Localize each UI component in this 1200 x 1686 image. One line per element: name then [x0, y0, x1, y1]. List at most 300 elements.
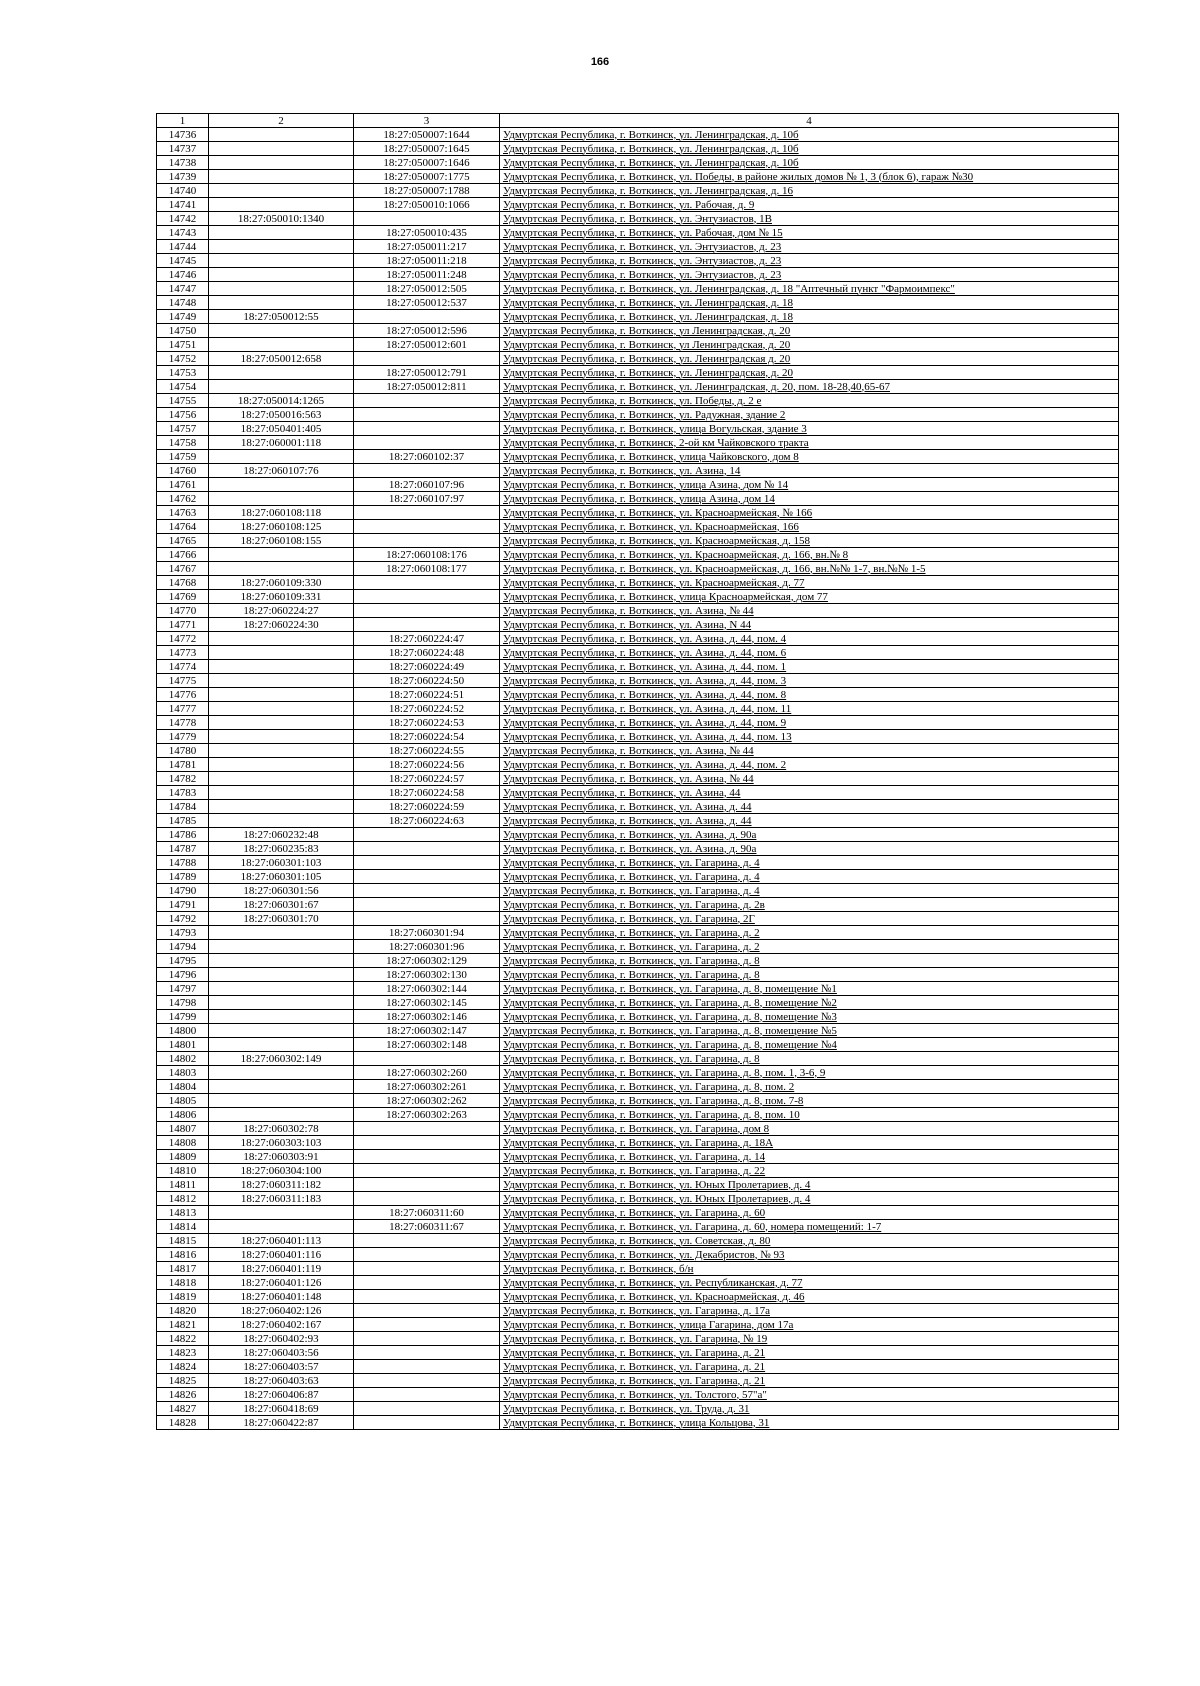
cadastral-number-col3: 18:27:060224:55	[354, 744, 500, 758]
row-number: 14779	[157, 730, 209, 744]
cadastral-number-col2	[209, 128, 354, 142]
address: Удмуртская Республика, г. Воткинск, ул. Ленинградская, д. 18	[500, 310, 1119, 324]
address: Удмуртская Республика, г. Воткинск, ул. Ленинградская, д. 18 "Аптечный пункт "Фармоимпекс"	[500, 282, 1119, 296]
row-number: 14825	[157, 1374, 209, 1388]
cadastral-number-col2	[209, 1080, 354, 1094]
row-number: 14784	[157, 800, 209, 814]
cadastral-number-col2	[209, 282, 354, 296]
cadastral-number-col3: 18:27:060302:146	[354, 1010, 500, 1024]
table-row	[157, 422, 1119, 436]
cadastral-number-col3	[354, 1136, 500, 1150]
cadastral-number-col3	[354, 1276, 500, 1290]
column-header-4: 4	[500, 114, 1119, 128]
cadastral-number-col3: 18:27:060311:60	[354, 1206, 500, 1220]
row-number: 14785	[157, 814, 209, 828]
table-row	[157, 1066, 1119, 1080]
row-number: 14824	[157, 1360, 209, 1374]
table-row	[157, 198, 1119, 212]
cadastral-number-col3	[354, 394, 500, 408]
cadastral-number-col3: 18:27:050007:1788	[354, 184, 500, 198]
cadastral-number-col3	[354, 436, 500, 450]
table-row	[157, 1108, 1119, 1122]
table-row	[157, 1402, 1119, 1416]
row-number: 14737	[157, 142, 209, 156]
table-row	[157, 492, 1119, 506]
address: Удмуртская Республика, г. Воткинск, ул. Гагарина, д. 21	[500, 1346, 1119, 1360]
address: Удмуртская Республика, г. Воткинск, ул. Азина, д. 44, пом. 2	[500, 758, 1119, 772]
row-number: 14811	[157, 1178, 209, 1192]
address: Удмуртская Республика, г. Воткинск, ул. Гагарина, д. 8, пом. 2	[500, 1080, 1119, 1094]
table-row	[157, 744, 1119, 758]
row-number: 14752	[157, 352, 209, 366]
row-number: 14789	[157, 870, 209, 884]
cadastral-number-col2	[209, 324, 354, 338]
address: Удмуртская Республика, г. Воткинск, ул. Гагарина, д. 60	[500, 1206, 1119, 1220]
table-row	[157, 940, 1119, 954]
row-number: 14775	[157, 674, 209, 688]
cadastral-number-col2	[209, 156, 354, 170]
cadastral-number-col2	[209, 926, 354, 940]
cadastral-number-col2: 18:27:060303:103	[209, 1136, 354, 1150]
table-row	[157, 506, 1119, 520]
row-number: 14769	[157, 590, 209, 604]
address: Удмуртская Республика, г. Воткинск, ул. Толстого, 57"а"	[500, 1388, 1119, 1402]
address: Удмуртская Республика, г. Воткинск, улица Красноармейская, дом 77	[500, 590, 1119, 604]
table-row	[157, 1164, 1119, 1178]
cadastral-number-col2	[209, 240, 354, 254]
cadastral-number-col3	[354, 1346, 500, 1360]
address: Удмуртская Республика, г. Воткинск, ул. Гагарина, д. 21	[500, 1360, 1119, 1374]
cadastral-number-col3	[354, 464, 500, 478]
address: Удмуртская Республика, г. Воткинск, ул. Декабристов, № 93	[500, 1248, 1119, 1262]
row-number: 14812	[157, 1192, 209, 1206]
row-number: 14768	[157, 576, 209, 590]
cadastral-number-col3	[354, 1360, 500, 1374]
cadastral-number-col3: 18:27:060224:51	[354, 688, 500, 702]
cadastral-number-col2	[209, 688, 354, 702]
table-row	[157, 576, 1119, 590]
table-row	[157, 268, 1119, 282]
address: Удмуртская Республика, г. Воткинск, ул. Энтузиастов, 1В	[500, 212, 1119, 226]
cadastral-number-col3: 18:27:060224:54	[354, 730, 500, 744]
cadastral-number-col3: 18:27:060302:262	[354, 1094, 500, 1108]
cadastral-number-col2	[209, 1094, 354, 1108]
row-number: 14809	[157, 1150, 209, 1164]
row-number: 14766	[157, 548, 209, 562]
cadastral-number-col2	[209, 268, 354, 282]
cadastral-number-col3: 18:27:060224:49	[354, 660, 500, 674]
address: Удмуртская Республика, г. Воткинск, ул. Гагарина, д. 4	[500, 884, 1119, 898]
row-number: 14741	[157, 198, 209, 212]
address: Удмуртская Республика, г. Воткинск, ул. Гагарина, д. 8, помещение №2	[500, 996, 1119, 1010]
row-number: 14803	[157, 1066, 209, 1080]
cadastral-number-col2	[209, 786, 354, 800]
address: Удмуртская Республика, г. Воткинск, ул. Гагарина, дом 8	[500, 1122, 1119, 1136]
cadastral-number-col2	[209, 478, 354, 492]
table-row	[157, 366, 1119, 380]
table-row	[157, 436, 1119, 450]
cadastral-number-col2	[209, 674, 354, 688]
cadastral-number-col2	[209, 744, 354, 758]
row-number: 14771	[157, 618, 209, 632]
table-row	[157, 814, 1119, 828]
cadastral-number-col2	[209, 492, 354, 506]
cadastral-number-col3: 18:27:050007:1644	[354, 128, 500, 142]
column-header-1: 1	[157, 114, 209, 128]
address: Удмуртская Республика, г. Воткинск, ул. Красноармейская, д. 166, вн.№№ 1-7, вн.№№ 1-5	[500, 562, 1119, 576]
row-number: 14827	[157, 1402, 209, 1416]
row-number: 14814	[157, 1220, 209, 1234]
table-row	[157, 1178, 1119, 1192]
row-number: 14745	[157, 254, 209, 268]
registry-table	[156, 113, 1119, 1430]
cadastral-number-col2: 18:27:060303:91	[209, 1150, 354, 1164]
cadastral-number-col2: 18:27:060302:149	[209, 1052, 354, 1066]
cadastral-number-col3	[354, 1374, 500, 1388]
cadastral-number-col3	[354, 912, 500, 926]
cadastral-number-col3: 18:27:050012:811	[354, 380, 500, 394]
cadastral-number-col2	[209, 660, 354, 674]
cadastral-number-col2	[209, 940, 354, 954]
cadastral-number-col2: 18:27:060001:118	[209, 436, 354, 450]
cadastral-number-col3: 18:27:060224:52	[354, 702, 500, 716]
cadastral-number-col2: 18:27:060401:119	[209, 1262, 354, 1276]
table-row	[157, 240, 1119, 254]
cadastral-number-col3	[354, 1290, 500, 1304]
cadastral-number-col2: 18:27:050401:405	[209, 422, 354, 436]
table-header	[157, 114, 1119, 128]
table-row	[157, 128, 1119, 142]
address: Удмуртская Республика, г. Воткинск, ул. Ленинградская, д. 20, пом. 18-28,40,65-67	[500, 380, 1119, 394]
cadastral-number-col2: 18:27:060301:103	[209, 856, 354, 870]
cadastral-number-col2: 18:27:050016:563	[209, 408, 354, 422]
address: Удмуртская Республика, г. Воткинск, ул. Азина, д. 90а	[500, 842, 1119, 856]
row-number: 14744	[157, 240, 209, 254]
address: Удмуртская Республика, г. Воткинск, ул. Гагарина, д. 18А	[500, 1136, 1119, 1150]
row-number: 14806	[157, 1108, 209, 1122]
row-number: 14795	[157, 954, 209, 968]
address: Удмуртская Республика, г. Воткинск, ул. Азина, д. 44, пом. 3	[500, 674, 1119, 688]
row-number: 14790	[157, 884, 209, 898]
address: Удмуртская Республика, г. Воткинск, ул. Азина, № 44	[500, 744, 1119, 758]
address: Удмуртская Республика, г. Воткинск, ул. Азина, N 44	[500, 618, 1119, 632]
row-number: 14787	[157, 842, 209, 856]
cadastral-number-col2: 18:27:060406:87	[209, 1388, 354, 1402]
cadastral-number-col2	[209, 632, 354, 646]
row-number: 14763	[157, 506, 209, 520]
cadastral-number-col2	[209, 814, 354, 828]
address: Удмуртская Республика, г. Воткинск, ул. Гагарина, д. 8, помещение №3	[500, 1010, 1119, 1024]
row-number: 14773	[157, 646, 209, 660]
cadastral-number-col2: 18:27:060301:105	[209, 870, 354, 884]
address: Удмуртская Республика, г. Воткинск, ул. Рабочая, дом № 15	[500, 226, 1119, 240]
cadastral-number-col2: 18:27:060402:167	[209, 1318, 354, 1332]
cadastral-number-col2	[209, 758, 354, 772]
table-row	[157, 282, 1119, 296]
row-number: 14808	[157, 1136, 209, 1150]
address: Удмуртская Республика, г. Воткинск, улица Кольцова, 31	[500, 1416, 1119, 1430]
cadastral-number-col2	[209, 1206, 354, 1220]
cadastral-number-col2	[209, 730, 354, 744]
table-row	[157, 1038, 1119, 1052]
cadastral-number-col2: 18:27:060401:113	[209, 1234, 354, 1248]
address: Удмуртская Республика, г. Воткинск, улица Азина, дом 14	[500, 492, 1119, 506]
cadastral-number-col2: 18:27:060232:48	[209, 828, 354, 842]
address: Удмуртская Республика, г. Воткинск, ул. Красноармейская, д. 77	[500, 576, 1119, 590]
address: Удмуртская Республика, г. Воткинск, ул. Гагарина, д. 8, пом. 7-8	[500, 1094, 1119, 1108]
cadastral-number-col3: 18:27:050012:596	[354, 324, 500, 338]
table-row	[157, 856, 1119, 870]
address: Удмуртская Республика, г. Воткинск, ул. Азина, д. 44, пом. 8	[500, 688, 1119, 702]
table-row	[157, 1416, 1119, 1430]
table-row	[157, 996, 1119, 1010]
cadastral-number-col3: 18:27:060301:96	[354, 940, 500, 954]
cadastral-number-col2: 18:27:060108:118	[209, 506, 354, 520]
cadastral-number-col3: 18:27:060224:56	[354, 758, 500, 772]
table-row	[157, 1234, 1119, 1248]
row-number: 14818	[157, 1276, 209, 1290]
table-row	[157, 912, 1119, 926]
cadastral-number-col3	[354, 1262, 500, 1276]
cadastral-number-col2: 18:27:060301:56	[209, 884, 354, 898]
cadastral-number-col2: 18:27:060108:125	[209, 520, 354, 534]
table-row	[157, 1388, 1119, 1402]
cadastral-number-col3	[354, 506, 500, 520]
table-row	[157, 254, 1119, 268]
address: Удмуртская Республика, г. Воткинск, ул. Рабочая, д. 9	[500, 198, 1119, 212]
cadastral-number-col3	[354, 1304, 500, 1318]
row-number: 14758	[157, 436, 209, 450]
table-row	[157, 1220, 1119, 1234]
row-number: 14757	[157, 422, 209, 436]
cadastral-number-col3: 18:27:050010:435	[354, 226, 500, 240]
cadastral-number-col2: 18:27:060401:126	[209, 1276, 354, 1290]
address: Удмуртская Республика, г. Воткинск, ул. Гагарина, д. 8, пом. 1, 3-6, 9	[500, 1066, 1119, 1080]
table-row	[157, 758, 1119, 772]
address: Удмуртская Республика, г. Воткинск, ул. Гагарина, д. 8	[500, 968, 1119, 982]
address: Удмуртская Республика, г. Воткинск, ул. Ленинградская, д. 10б	[500, 142, 1119, 156]
row-number: 14770	[157, 604, 209, 618]
cadastral-number-col2: 18:27:060109:330	[209, 576, 354, 590]
row-number: 14788	[157, 856, 209, 870]
cadastral-number-col3: 18:27:060107:96	[354, 478, 500, 492]
cadastral-number-col3: 18:27:060224:57	[354, 772, 500, 786]
cadastral-number-col2	[209, 170, 354, 184]
cadastral-number-col3	[354, 1192, 500, 1206]
table-row	[157, 786, 1119, 800]
cadastral-number-col3	[354, 1318, 500, 1332]
table-row	[157, 352, 1119, 366]
address: Удмуртская Республика, г. Воткинск, ул. Азина, д. 44, пом. 6	[500, 646, 1119, 660]
cadastral-number-col2	[209, 716, 354, 730]
row-number: 14822	[157, 1332, 209, 1346]
address: Удмуртская Республика, г. Воткинск, ул. Азина, д. 90а	[500, 828, 1119, 842]
row-number: 14813	[157, 1206, 209, 1220]
table-row	[157, 534, 1119, 548]
row-number: 14820	[157, 1304, 209, 1318]
cadastral-number-col3	[354, 422, 500, 436]
cadastral-number-col2	[209, 1010, 354, 1024]
row-number: 14797	[157, 982, 209, 996]
address: Удмуртская Республика, г. Воткинск, б/н	[500, 1262, 1119, 1276]
row-number: 14819	[157, 1290, 209, 1304]
address: Удмуртская Республика, г. Воткинск, ул. Азина, д. 44, пом. 13	[500, 730, 1119, 744]
cadastral-number-col3	[354, 1150, 500, 1164]
cadastral-number-col3	[354, 1052, 500, 1066]
cadastral-number-col2	[209, 1066, 354, 1080]
cadastral-number-col2: 18:27:060403:56	[209, 1346, 354, 1360]
cadastral-number-col3: 18:27:060311:67	[354, 1220, 500, 1234]
table-row	[157, 520, 1119, 534]
row-number: 14807	[157, 1122, 209, 1136]
cadastral-number-col2: 18:27:060224:30	[209, 618, 354, 632]
address: Удмуртская Республика, г. Воткинск, ул. Юных Пролетариев, д. 4	[500, 1192, 1119, 1206]
row-number: 14793	[157, 926, 209, 940]
cadastral-number-col3	[354, 1178, 500, 1192]
address: Удмуртская Республика, г. Воткинск, ул. Гагарина, 2Г	[500, 912, 1119, 926]
cadastral-number-col3	[354, 1164, 500, 1178]
address: Удмуртская Республика, г. Воткинск, ул. Красноармейская, 166	[500, 520, 1119, 534]
cadastral-number-col3: 18:27:050012:601	[354, 338, 500, 352]
cadastral-number-col2	[209, 142, 354, 156]
row-number: 14826	[157, 1388, 209, 1402]
cadastral-number-col3: 18:27:060302:144	[354, 982, 500, 996]
row-number: 14742	[157, 212, 209, 226]
address: Удмуртская Республика, г. Воткинск, ул. Гагарина, д. 4	[500, 856, 1119, 870]
page-number: 166	[590, 56, 610, 68]
table-row	[157, 170, 1119, 184]
cadastral-number-col3: 18:27:060224:63	[354, 814, 500, 828]
cadastral-number-col2: 18:27:060402:93	[209, 1332, 354, 1346]
table-row	[157, 1360, 1119, 1374]
cadastral-number-col2	[209, 254, 354, 268]
cadastral-number-col3	[354, 310, 500, 324]
cadastral-number-col2	[209, 562, 354, 576]
cadastral-number-col3: 18:27:050011:218	[354, 254, 500, 268]
cadastral-number-col2	[209, 1038, 354, 1052]
cadastral-number-col2: 18:27:060418:69	[209, 1402, 354, 1416]
cadastral-number-col3: 18:27:060302:130	[354, 968, 500, 982]
row-number: 14743	[157, 226, 209, 240]
table-row	[157, 1290, 1119, 1304]
address: Удмуртская Республика, г. Воткинск, ул. Республиканская, д. 77	[500, 1276, 1119, 1290]
cadastral-number-col3	[354, 352, 500, 366]
address: Удмуртская Республика, г. Воткинск, ул. Азина, № 44	[500, 772, 1119, 786]
table-row	[157, 562, 1119, 576]
address: Удмуртская Республика, г. Воткинск, ул. Азина, д. 44	[500, 814, 1119, 828]
cadastral-number-col2	[209, 982, 354, 996]
address: Удмуртская Республика, г. Воткинск, ул. Ленинградская, д. 18	[500, 296, 1119, 310]
cadastral-number-col3: 18:27:060224:59	[354, 800, 500, 814]
row-number: 14821	[157, 1318, 209, 1332]
cadastral-number-col2: 18:27:060304:100	[209, 1164, 354, 1178]
cadastral-number-col3	[354, 576, 500, 590]
row-number: 14759	[157, 450, 209, 464]
address: Удмуртская Республика, г. Воткинск, ул. Ленинградская д. 20	[500, 352, 1119, 366]
address: Удмуртская Республика, г. Воткинск, улица Азина, дом № 14	[500, 478, 1119, 492]
cadastral-number-col3: 18:27:060302:129	[354, 954, 500, 968]
cadastral-number-col2	[209, 548, 354, 562]
row-number: 14760	[157, 464, 209, 478]
cadastral-number-col3	[354, 604, 500, 618]
row-number: 14815	[157, 1234, 209, 1248]
cadastral-number-col2	[209, 226, 354, 240]
address: Удмуртская Республика, г. Воткинск, ул. Азина, 14	[500, 464, 1119, 478]
column-header-2: 2	[209, 114, 354, 128]
cadastral-number-col2: 18:27:060301:70	[209, 912, 354, 926]
address: Удмуртская Республика, г. Воткинск, ул. Гагарина, д. 2	[500, 926, 1119, 940]
address: Удмуртская Республика, г. Воткинск, ул. Энтузиастов, д. 23	[500, 240, 1119, 254]
address: Удмуртская Республика, г. Воткинск, ул. Труда, д. 31	[500, 1402, 1119, 1416]
table-row	[157, 1122, 1119, 1136]
row-number: 14762	[157, 492, 209, 506]
cadastral-number-col2: 18:27:060401:148	[209, 1290, 354, 1304]
row-number: 14800	[157, 1024, 209, 1038]
cadastral-number-col2	[209, 450, 354, 464]
cadastral-number-col2	[209, 996, 354, 1010]
cadastral-number-col2	[209, 366, 354, 380]
cadastral-number-col3: 18:27:050012:505	[354, 282, 500, 296]
table-row	[157, 954, 1119, 968]
address: Удмуртская Республика, г. Воткинск, ул. Ленинградская, д. 20	[500, 366, 1119, 380]
address: Удмуртская Республика, г. Воткинск, ул. Радужная, здание 2	[500, 408, 1119, 422]
row-number: 14755	[157, 394, 209, 408]
cadastral-number-col3	[354, 618, 500, 632]
cadastral-number-col3: 18:27:050010:1066	[354, 198, 500, 212]
cadastral-number-col3	[354, 884, 500, 898]
header-row	[157, 114, 1119, 128]
row-number: 14739	[157, 170, 209, 184]
table-row	[157, 1024, 1119, 1038]
cadastral-number-col2: 18:27:060108:155	[209, 534, 354, 548]
address: Удмуртская Республика, г. Воткинск, ул. Азина, д. 44, пом. 1	[500, 660, 1119, 674]
cadastral-number-col3: 18:27:050011:217	[354, 240, 500, 254]
address: Удмуртская Республика, г. Воткинск, ул. Энтузиастов, д. 23	[500, 268, 1119, 282]
table-row	[157, 1094, 1119, 1108]
row-number: 14796	[157, 968, 209, 982]
cadastral-number-col3: 18:27:060224:58	[354, 786, 500, 800]
row-number: 14792	[157, 912, 209, 926]
table-row	[157, 828, 1119, 842]
row-number: 14798	[157, 996, 209, 1010]
table-row	[157, 870, 1119, 884]
table-row	[157, 730, 1119, 744]
cadastral-number-col3: 18:27:060302:260	[354, 1066, 500, 1080]
cadastral-number-col2: 18:27:060224:27	[209, 604, 354, 618]
address: Удмуртская Республика, г. Воткинск, ул. Гагарина, д. 8, пом. 10	[500, 1108, 1119, 1122]
cadastral-number-col2: 18:27:060235:83	[209, 842, 354, 856]
cadastral-number-col2	[209, 184, 354, 198]
row-number: 14748	[157, 296, 209, 310]
address: Удмуртская Республика, г. Воткинск, ул. Гагарина, д. 21	[500, 1374, 1119, 1388]
table-row	[157, 156, 1119, 170]
cadastral-number-col3: 18:27:060302:263	[354, 1108, 500, 1122]
table-row	[157, 142, 1119, 156]
row-number: 14738	[157, 156, 209, 170]
table-row	[157, 310, 1119, 324]
table-row	[157, 1374, 1119, 1388]
address: Удмуртская Республика, г. Воткинск, ул. Азина, № 44	[500, 604, 1119, 618]
table-row	[157, 646, 1119, 660]
address: Удмуртская Республика, г. Воткинск, ул. Красноармейская, д. 166, вн.№ 8	[500, 548, 1119, 562]
table-row	[157, 1248, 1119, 1262]
row-number: 14754	[157, 380, 209, 394]
table-row	[157, 604, 1119, 618]
address: Удмуртская Республика, г. Воткинск, ул. Красноармейская, д. 46	[500, 1290, 1119, 1304]
cadastral-number-col3	[354, 842, 500, 856]
table-row	[157, 1346, 1119, 1360]
table-row	[157, 184, 1119, 198]
